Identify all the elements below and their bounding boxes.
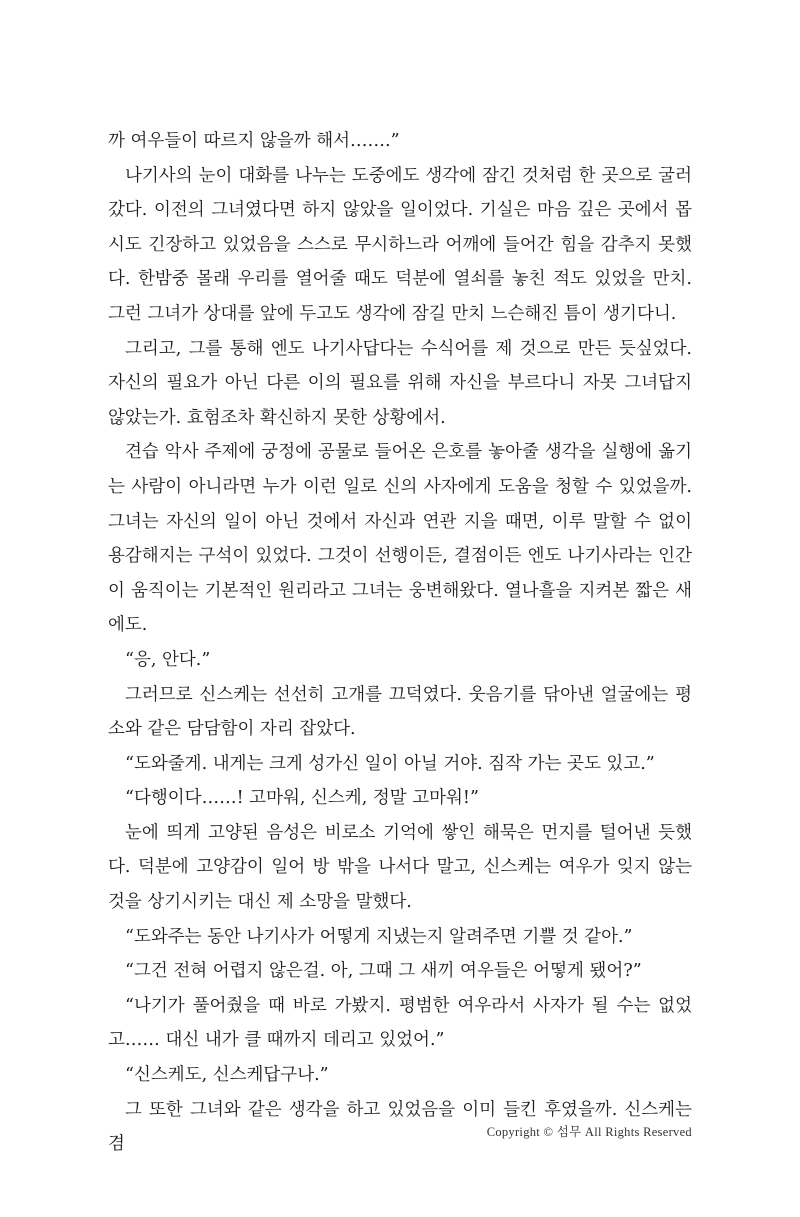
paragraph-10: “도와주는 동안 나기사가 어떻게 지냈는지 알려주면 기쁠 것 같아.”	[125, 926, 633, 947]
paragraph-2: 나기사의 눈이 대화를 나누는 도중에도 생각에 잠긴 것처럼 한 곳으로 굴러갔다. 이전의 그녀였다면 하지 않았을 일이었다. 기실은 마음 깊은 곳에서 몹시도 긴장하고 있었음을 스스로 무시하느라 어깨에 들어간 힘을 감추지 못했다. 한밤중 몰래 우리를 열어줄 때도 덕분에 열쇠를 놓친 적도 있었을 만치. 그런 그녀가 상대를 앞에 두고도 생각에 잠길 만치 느슨해진 틈이 생기다니.	[108, 165, 692, 324]
paragraph-7: “도와줄게. 내게는 크게 성가신 일이 아닐 거야. 짐작 가는 곳도 있고.”	[125, 753, 655, 774]
paragraph-8: “다행이다……! 고마워, 신스케, 정말 고마워!”	[125, 788, 479, 809]
paragraph-12: “나기가 풀어줬을 때 바로 가봤지. 평범한 여우라서 사자가 될 수는 없었고…… 대신 내가 클 때까지 데리고 있었어.”	[108, 995, 692, 1051]
paragraph-6: 그러므로 신스케는 선선히 고개를 끄덕였다. 웃음기를 닦아낸 얼굴에는 평소와 같은 담담함이 자리 잡았다.	[108, 684, 692, 740]
paragraph-1: 까 여우들이 따르지 않을까 해서…….”	[108, 131, 400, 151]
copyright-footer: Copyright © 섬무 All Rights Reserved	[486, 1125, 692, 1139]
paragraph-4: 견습 악사 주제에 궁정에 공물로 들어온 은호를 놓아줄 생각을 실행에 옮기는 사람이 아니라면 누가 이런 일로 신의 사자에게 도움을 청할 수 있었을까. 그녀는 자신의 일이 아닌 것에서 자신과 연관 지을 때면, 이루 말할 수 없이 용감해지는 구석이 있었다. 그것이 선행이든, 결점이든 엔도 나기사라는 인간이 움직이는 기본적인 원리라고 그녀는 웅변해왔다. 열나흘을 지켜본 짧은 새에도.	[108, 442, 692, 636]
paragraph-14: 그 또한 그녀와 같은 생각을 하고 있었음을 이미 들킨 후였을까. 신스케는 겸	[108, 1099, 692, 1155]
paragraph-13: “신스케도, 신스케답구나.”	[125, 1065, 329, 1086]
paragraph-5: “응, 안다.”	[125, 649, 211, 670]
paragraph-9: 눈에 띄게 고양된 음성은 비로소 기억에 쌓인 해묵은 먼지를 털어낸 듯했다. 덕분에 고양감이 일어 방 밖을 나서다 말고, 신스케는 여우가 잊지 않는 것을 상기시키는 대신 제 소망을 말했다.	[108, 822, 692, 913]
paragraph-11: “그건 전혀 어렵지 않은걸. 아, 그때 그 새끼 여우들은 어떻게 됐어?”	[125, 961, 642, 982]
paragraph-3: 그리고, 그를 통해 엔도 나기사답다는 수식어를 제 것으로 만든 듯싶었다. 자신의 필요가 아닌 다른 이의 필요를 위해 자신을 부르다니 자못 그녀답지 않았는가. 효험조차 확신하지 못한 상황에서.	[108, 338, 692, 428]
body-text	[108, 124, 692, 1162]
